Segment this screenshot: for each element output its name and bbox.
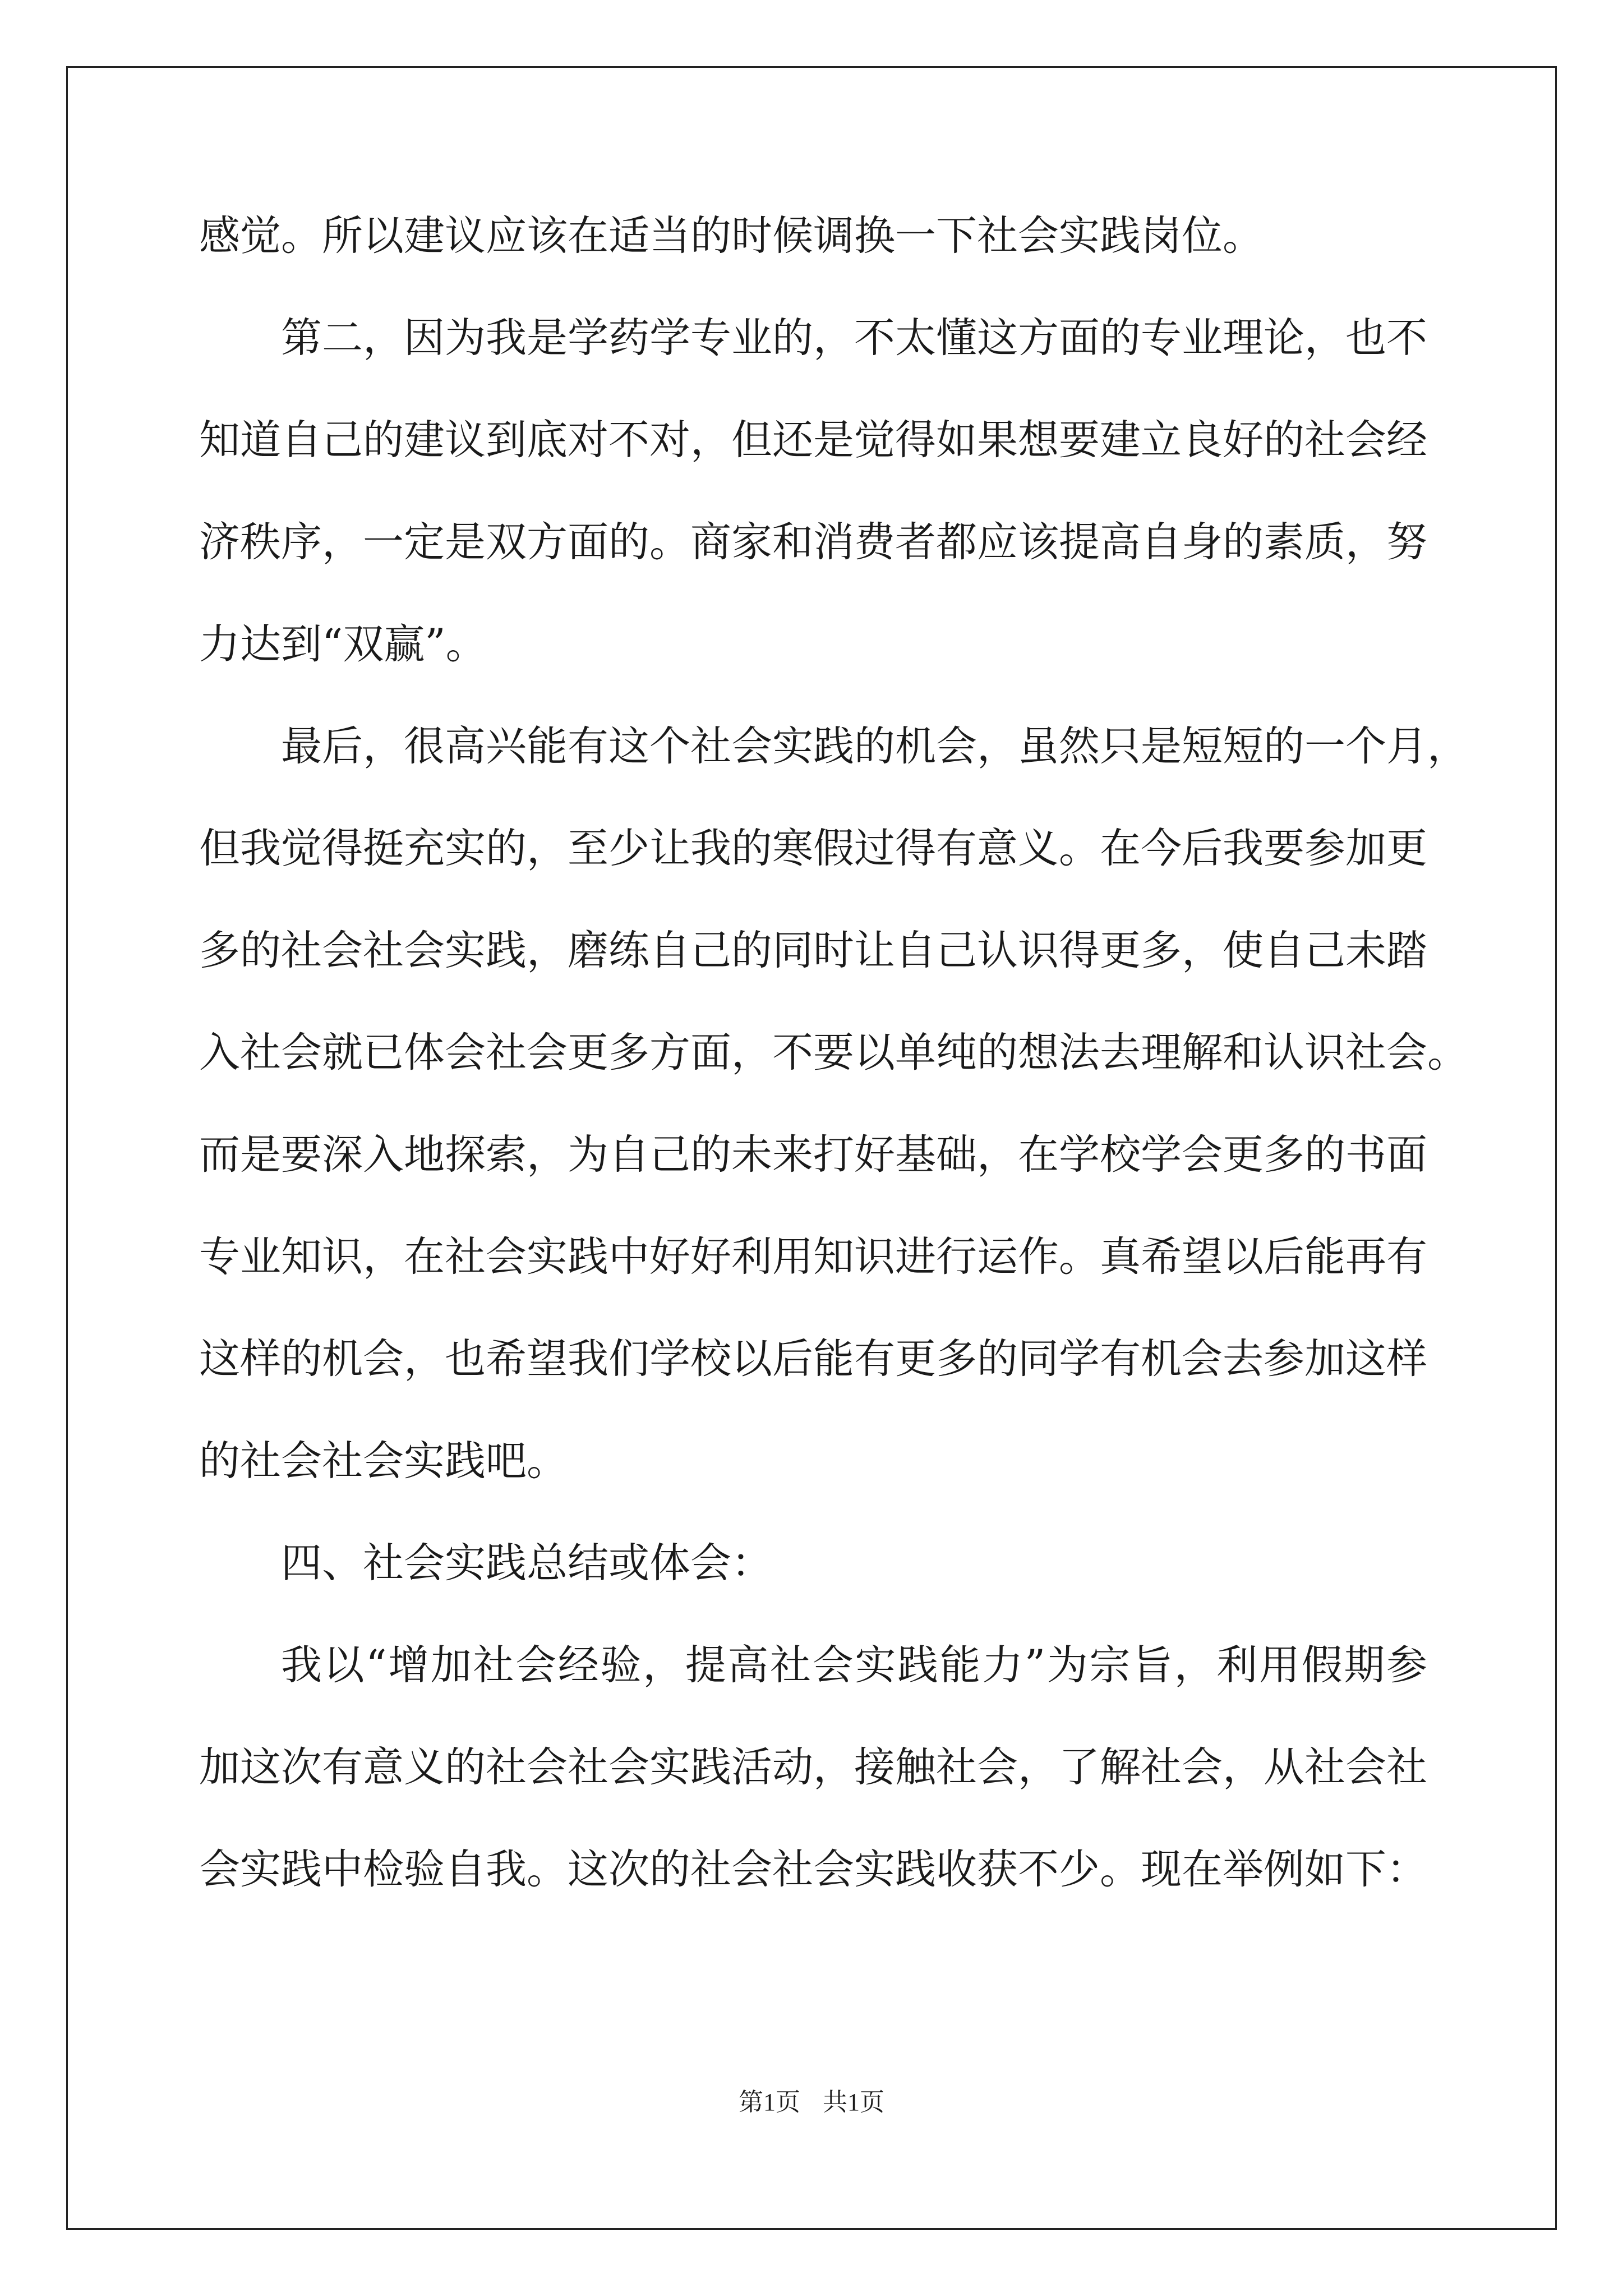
page-total: 共1页 bbox=[823, 2088, 884, 2116]
paragraph-line: 专业知识，在社会实践中好好利用知识进行运作。真希望以后能再有 bbox=[199, 1233, 1427, 1281]
paragraph-line: 我以“增加社会经验，提高社会实践能力”为宗旨，利用假期参 bbox=[281, 1641, 1427, 1689]
paragraph-line: 这样的机会，也希望我们学校以后能有更多的同学有机会去参加这样 bbox=[199, 1335, 1427, 1383]
paragraph-line: 会实践中检验自我。这次的社会社会实践收获不少。现在举例如下： bbox=[199, 1846, 1427, 1893]
paragraph-line: 多的社会社会实践，磨练自己的同时让自己认识得更多，使自己未踏 bbox=[199, 927, 1427, 974]
paragraph-line: 加这次有意义的社会社会实践活动，接触社会，了解社会，从社会社 bbox=[199, 1743, 1427, 1791]
paragraph-line: 入社会就已体会社会更多方面，不要以单纯的想法去理解和认识社会。 bbox=[199, 1029, 1468, 1076]
page-number: 第1页 bbox=[739, 2088, 800, 2116]
page-footer bbox=[0, 2086, 1623, 2119]
paragraph-line: 而是要深入地探索，为自己的未来打好基础，在学校学会更多的书面 bbox=[199, 1131, 1427, 1179]
paragraph-line: 知道自己的建议到底对不对，但还是觉得如果想要建立良好的社会经 bbox=[199, 416, 1427, 464]
paragraph-line: 最后，很高兴能有这个社会实践的机会，虽然只是短短的一个月， bbox=[281, 723, 1468, 770]
paragraph-line: 感觉。所以建议应该在适当的时候调换一下社会实践岗位。 bbox=[199, 212, 1264, 260]
paragraph-line: 济秩序，一定是双方面的。商家和消费者都应该提高自身的素质，努 bbox=[199, 518, 1427, 566]
paragraph-line: 但我觉得挺充实的，至少让我的寒假过得有意义。在今后我要参加更 bbox=[199, 825, 1427, 872]
paragraph-line: 力达到“双赢”。 bbox=[199, 620, 487, 668]
section-heading: 四、社会实践总结或体会： bbox=[281, 1539, 772, 1587]
paragraph-line: 第二，因为我是学药学专业的，不太懂这方面的专业理论，也不 bbox=[281, 314, 1427, 362]
document-body bbox=[199, 209, 1468, 1944]
paragraph-line: 的社会社会实践吧。 bbox=[199, 1437, 568, 1485]
